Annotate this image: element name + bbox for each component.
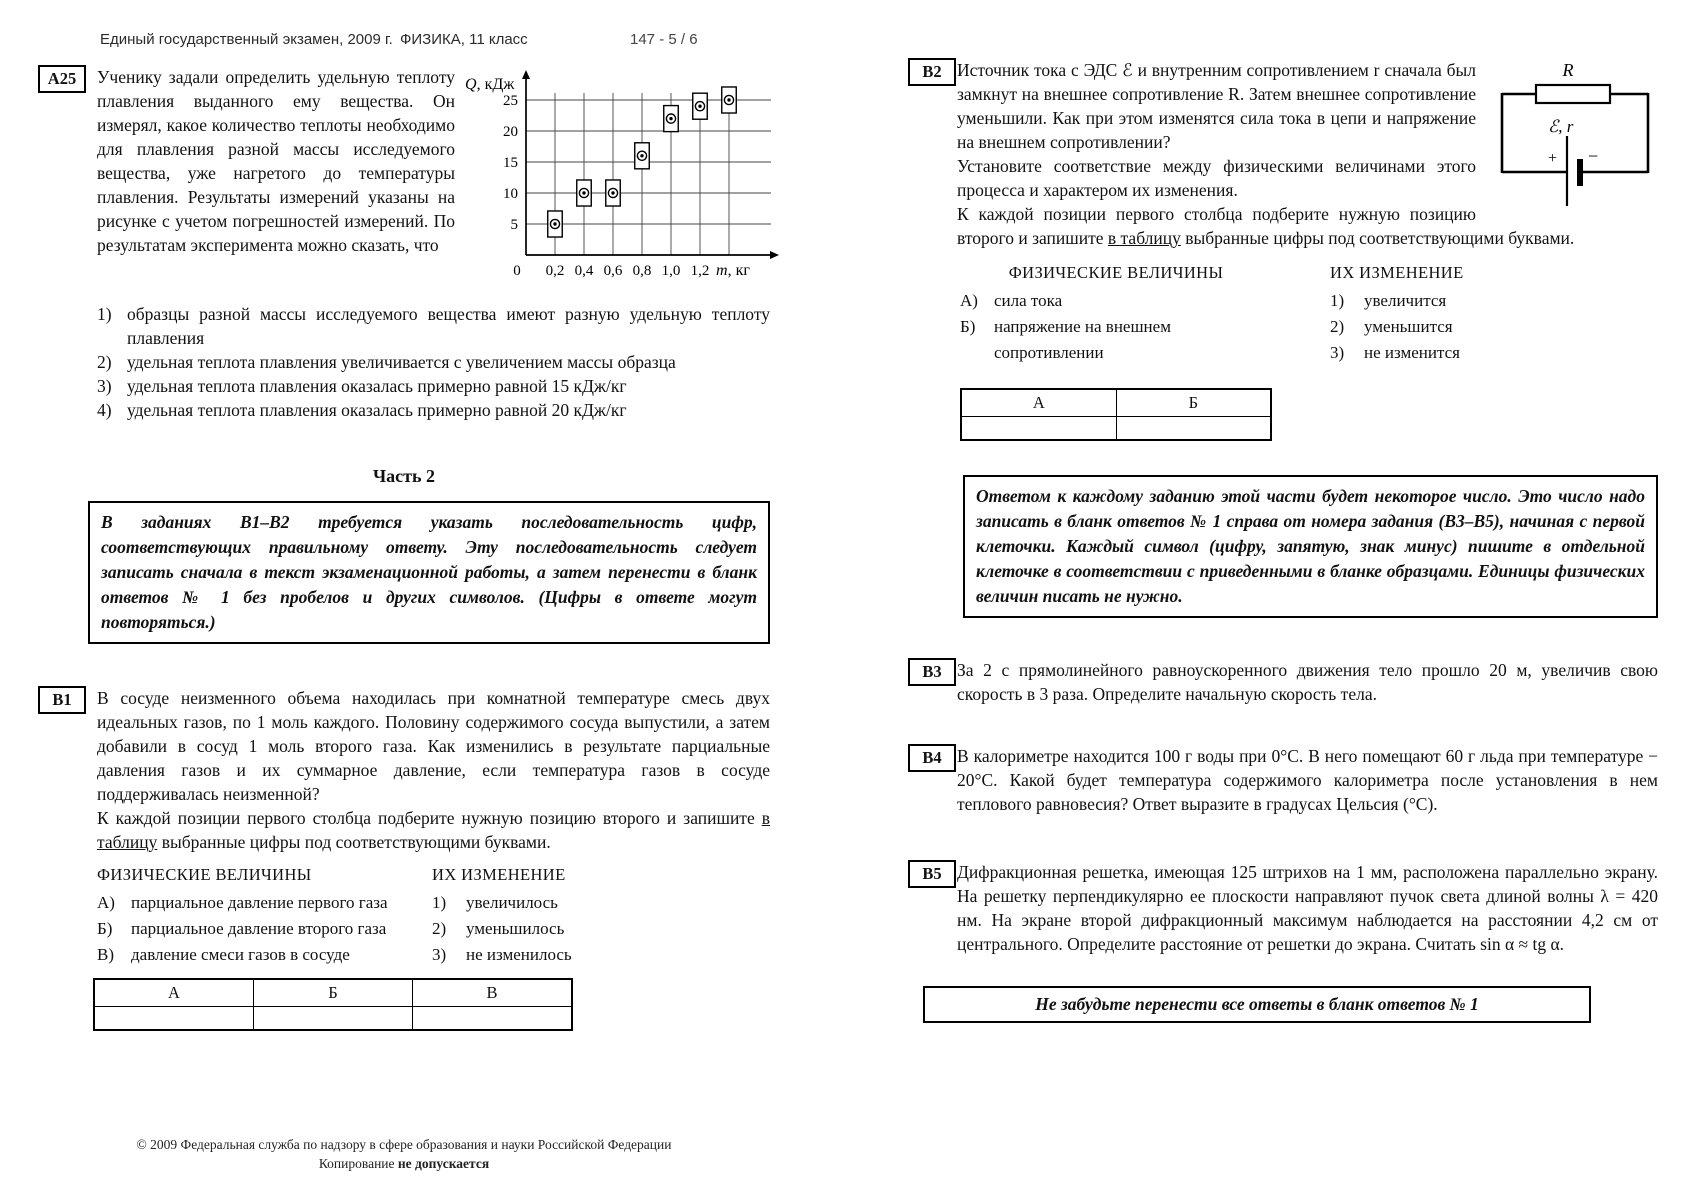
match-item: 3) не изменилось	[432, 945, 572, 964]
task-b1-matching	[97, 862, 770, 968]
circuit-resistor	[1536, 85, 1610, 103]
q-vs-m-chart-svg	[464, 67, 780, 287]
task-b4-text: В калориметре находится 100 г воды при 0°С. В него помещают 60 г льда при температуре − 20°С. Какой будет температура содержимого калориметра после установления в нем теплового равновесия? Ответ выразите в градусах Цельсия (°С).	[957, 746, 1658, 814]
task-b4	[908, 744, 1658, 816]
match-item: 1) увеличится	[1330, 291, 1447, 310]
svg-text:20: 20	[503, 124, 518, 140]
task-b1-text: В сосуде неизменного объема находилась при комнатной температуре смесь двух идеальных газов, по 1 моль каждого. Половину содержимого сосуда выпустили, а затем добавили в сосуд 1 моль второго газа. Как изменились в результате парциальные давления газов и их суммарное давление, если температура газов в сосуде поддерживалась неизменной? К каждой позиции первого столбца подберите нужную позицию второго и запишите в таблицу выбранные цифры под соответствующими буквами.	[97, 688, 770, 852]
answer-option[interactable]: 3) удельная теплота плавления оказалась примерно равной 15 кДж/кг	[97, 376, 627, 396]
task-b2-text: R ℰ, r + − Источник тока с ЭДС ℰ и внутренним сопротивлением r сначала был замкнут на внешнее сопротивление R. Затем внешнее сопротивление уменьшили. Как при этом изменятся сила тока в цепи и напряжение на внешнем сопротивлении? Установите соответствие между физическими величинами этого процесса и характером их изменения. К каждой позиции первого столбца подберите нужную позицию второго и запишите в таблицу выбранные цифры под соответствующими буквами.	[957, 58, 1658, 250]
header-exam-title: Единый государственный экзамен, 2009 г.	[100, 31, 393, 48]
header-page-number: 147 - 5 / 6	[630, 31, 698, 48]
task-b4-label: В4	[908, 744, 956, 772]
part2-title: Часть 2	[372, 466, 436, 486]
circuit-resistor-label: R	[1562, 60, 1574, 80]
task-b3-text: За 2 с прямолинейного равноускоренного движения тело прошло 20 м, увеличив свою скорость в 3 раза. Определите начальную скорость тела.	[957, 660, 1658, 704]
b2-answer-header-a: А	[961, 389, 1116, 417]
battery-minus-sign: −	[1588, 146, 1599, 166]
svg-text:Q, кДж: Q, кДж	[465, 76, 515, 93]
b2-changes-column	[1330, 260, 1464, 366]
b2-left-header: ФИЗИЧЕСКИЕ ВЕЛИЧИНЫ	[1008, 263, 1224, 282]
svg-text:m, кг: m, кг	[716, 262, 750, 279]
task-a25	[38, 65, 770, 292]
task-b1-instruction: К каждой позиции первого столбца подберите нужную позицию второго и запишите в таблицу выбранные цифры под соответствующими буквами.	[97, 808, 770, 852]
match-item: 3) не изменится	[1330, 343, 1460, 362]
b1-answer-table	[93, 978, 573, 1031]
b1-answer-header-a: А	[94, 979, 254, 1007]
match-item: А) сила тока	[960, 291, 1063, 310]
answer-note-box: Ответом к каждому заданию этой части будет некоторое число. Это число надо записать в бланк ответов № 1 справа от номера задания (В3–В5), начиная с первой клеточки. Каждый символ (цифру, запятую, знак минус) пишите в отдельной клеточке в соответствии с приведенными в бланке образцами. Единицы физических величин писать не нужно.	[963, 475, 1658, 618]
page-footer	[38, 1135, 770, 1173]
task-b2	[908, 58, 1658, 250]
svg-text:0,6: 0,6	[603, 263, 623, 279]
circuit-diagram	[1490, 60, 1658, 208]
b1-quantities-column	[97, 862, 432, 968]
b1-answer-cell-b[interactable]	[254, 1007, 413, 1031]
answer-option[interactable]: 4) удельная теплота плавления оказалась примерно равной 20 кДж/кг	[97, 400, 627, 420]
b1-left-header: ФИЗИЧЕСКИЕ ВЕЛИЧИНЫ	[97, 865, 312, 884]
footer-copy-warning: Копирование не допускается	[318, 1156, 490, 1171]
q-vs-m-chart	[464, 67, 780, 292]
svg-text:0,8: 0,8	[632, 263, 652, 279]
footer-copyright: © 2009 Федеральная служба по надзору в сфере образования и науки Российской Федерации	[136, 1137, 672, 1152]
match-item: Б) парциальное давление второго газа	[97, 919, 387, 938]
b1-answer-header-v: В	[413, 979, 573, 1007]
match-item: В) давление смеси газов в сосуде	[97, 945, 350, 964]
answer-option[interactable]: 2) удельная теплота плавления увеличивается с увеличением массы образца	[97, 352, 676, 372]
task-b3	[908, 658, 1658, 706]
match-item: 1) увеличилось	[432, 893, 558, 912]
b1-answer-header-b: Б	[254, 979, 413, 1007]
svg-text:25: 25	[503, 93, 518, 109]
task-b5-label: В5	[908, 860, 956, 888]
final-note-box: Не забудьте перенести все ответы в бланк ответов № 1	[923, 986, 1591, 1023]
right-page-column	[908, 58, 1658, 1023]
svg-text:0,2: 0,2	[545, 263, 565, 279]
b2-right-header: ИХ ИЗМЕНЕНИЕ	[1330, 263, 1464, 282]
svg-text:1,2: 1,2	[690, 263, 710, 279]
task-b1-label: В1	[38, 686, 86, 714]
svg-text:5: 5	[510, 217, 518, 233]
task-a25-text: Ученику задали определить удельную теплоту плавления выданного ему вещества. Он измерял, какое количество теплоты необходимо для плавления разной массы исследуемого вещества, уже нагретого до температуры плавления. Результаты измерений указаны на рисунке с учетом погрешностей измерений. По результатам эксперимента можно сказать, что	[97, 67, 455, 255]
task-a25-options	[97, 302, 770, 422]
b2-quantities-column	[960, 260, 1272, 441]
part2-intro-box: В заданиях В1–В2 требуется указать последовательность цифр, соответствующих правильному ответу. Эту последовательность следует записать сначала в текст экзаменационной работы, а затем перенести в бланк ответов № 1 без пробелов и других символов. (Цифры в ответе могут повторяться.)	[88, 501, 770, 644]
b1-right-header: ИХ ИЗМЕНЕНИЕ	[432, 865, 566, 884]
task-a25-label: А25	[38, 65, 86, 93]
task-b2-label: В2	[908, 58, 956, 86]
task-b5	[908, 860, 1658, 956]
svg-text:15: 15	[503, 155, 518, 171]
task-b5-text: Дифракционная решетка, имеющая 125 штрихов на 1 мм, расположена параллельно экрану. На решетку перпендикулярно ее плоскости направляют пучок света длиной волны λ = 420 нм. На экране второй дифракционный максимум наблюдается на расстоянии 4,2 см от центрального. Определите расстояние от решетки до экрана. Считать sin α ≈ tg α.	[957, 862, 1658, 954]
b2-answer-header-b: Б	[1116, 389, 1271, 417]
svg-text:0: 0	[513, 263, 521, 279]
task-b2-instruction: К каждой позиции первого столбца подберите нужную позицию второго и запишите в таблицу выбранные цифры под соответствующими буквами.	[957, 204, 1575, 248]
task-b3-label: В3	[908, 658, 956, 686]
b2-answer-table	[960, 388, 1272, 441]
match-item: 2) уменьшилось	[432, 919, 565, 938]
header-subject: ФИЗИКА, 11 класс	[400, 31, 528, 48]
circuit-source-label: ℰ, r	[1548, 117, 1574, 136]
b2-answer-cell-a[interactable]	[961, 417, 1116, 441]
answer-option[interactable]: 1) образцы разной массы исследуемого вещества имеют разную удельную теплоту плавления	[97, 304, 770, 348]
left-page-column	[38, 65, 770, 1031]
svg-text:1,0: 1,0	[661, 263, 681, 279]
b2-answer-cell-b[interactable]	[1116, 417, 1271, 441]
task-b1	[38, 686, 770, 854]
b1-answer-cell-v[interactable]	[413, 1007, 573, 1031]
b1-answer-cell-a[interactable]	[94, 1007, 254, 1031]
b1-changes-column	[432, 862, 572, 968]
match-item: А) парциальное давление первого газа	[97, 893, 388, 912]
svg-text:10: 10	[503, 186, 518, 202]
match-item: Б) напряжение на внешнем сопротивлении	[960, 317, 1171, 362]
task-b2-matching	[960, 260, 1658, 441]
svg-text:0,4: 0,4	[574, 263, 594, 279]
battery-plus-sign: +	[1548, 150, 1558, 167]
match-item: 2) уменьшится	[1330, 317, 1453, 336]
